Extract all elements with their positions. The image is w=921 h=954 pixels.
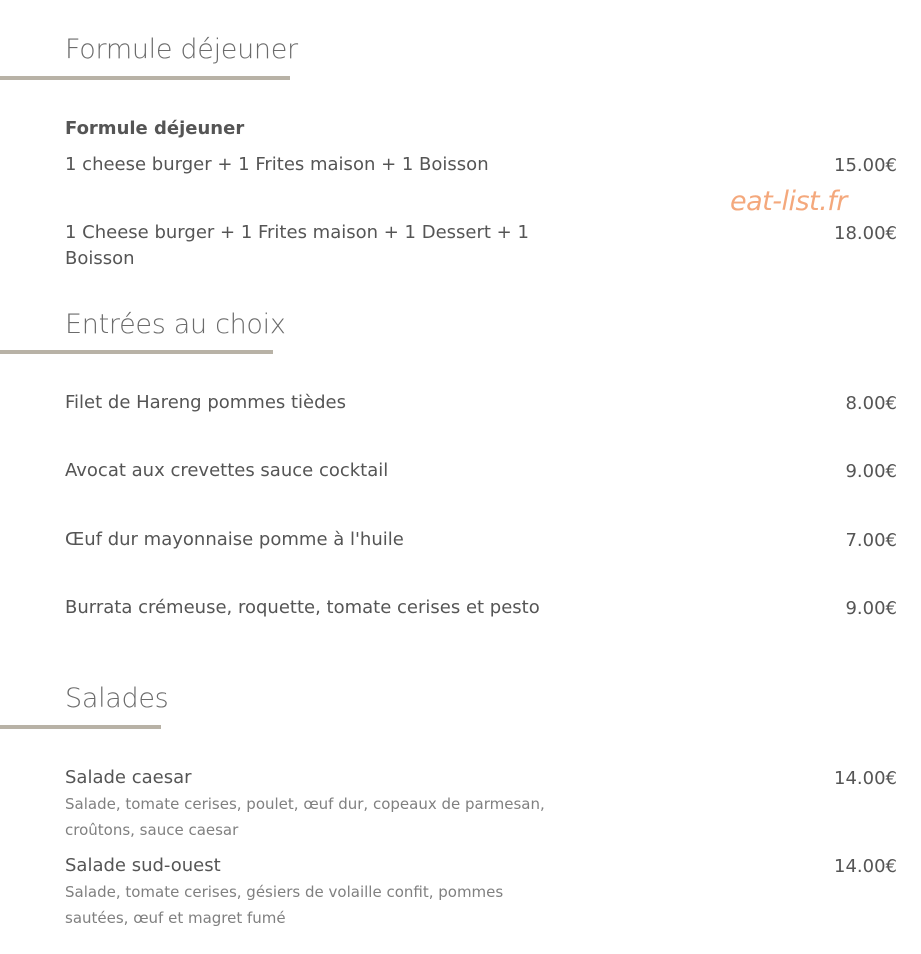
item-price: 18.00€	[834, 223, 897, 244]
item-name: Filet de Hareng pommes tièdes	[65, 392, 347, 413]
item-price: 9.00€	[845, 461, 897, 482]
item-name: 1 Cheese burger + 1 Frites maison + 1 Dessert + 1 Boisson	[65, 222, 529, 269]
section-underline	[0, 350, 273, 354]
section-underline	[0, 725, 161, 729]
section-title: Formule déjeuner	[65, 34, 298, 65]
item-name: Avocat aux crevettes sauce cocktail	[65, 460, 389, 481]
item-name: Burrata crémeuse, roquette, tomate cerises et pesto	[65, 597, 540, 618]
item-price: 8.00€	[845, 393, 897, 414]
item-name: 1 cheese burger + 1 Frites maison + 1 Boisson	[65, 154, 489, 175]
section-title: Salades	[65, 683, 169, 714]
section-title: Entrées au choix	[65, 309, 286, 340]
item-price: 7.00€	[845, 530, 897, 551]
item-price: 15.00€	[834, 155, 897, 176]
item-description: Salade, tomate cerises, gésiers de volaille confit, pommes sautées, œuf et magret fumé	[65, 883, 504, 927]
item-name: Salade caesar	[65, 767, 192, 788]
item-name: Salade sud-ouest	[65, 855, 221, 876]
section-subheading: Formule déjeuner	[65, 118, 245, 139]
item-price: 14.00€	[834, 856, 897, 877]
item-price: 9.00€	[845, 598, 897, 619]
item-price: 14.00€	[834, 768, 897, 789]
watermark-logo: eat-list.fr	[730, 186, 847, 217]
item-name: Œuf dur mayonnaise pomme à l'huile	[65, 529, 404, 550]
item-description: Salade, tomate cerises, poulet, œuf dur, copeaux de parmesan, croûtons, sauce caesar	[65, 795, 545, 839]
section-underline	[0, 76, 290, 80]
